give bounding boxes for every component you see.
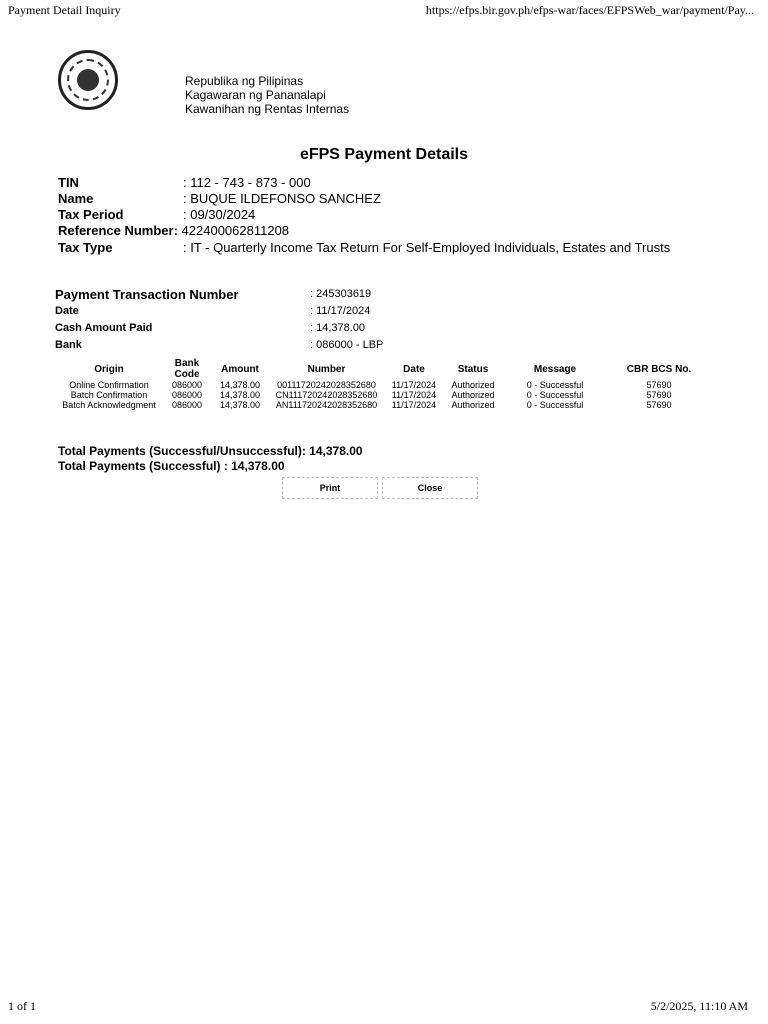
table-row	[55, 390, 710, 400]
name-value: : BUQUE ILDEFONSO SANCHEZ	[183, 191, 381, 206]
cell-status: Authorized	[451, 400, 495, 410]
tax-period-value: : 09/30/2024	[183, 207, 256, 222]
cell-amount: 14,378.00	[219, 390, 261, 400]
agency-header	[185, 74, 349, 116]
agency-line-department: Kagawaran ng Pananalapi	[185, 88, 326, 102]
action-buttons	[282, 477, 482, 501]
taxpayer-info	[58, 175, 698, 256]
cell-date: 11/17/2024	[391, 400, 437, 410]
tin-label: TIN	[58, 175, 79, 190]
table-row	[55, 400, 710, 410]
name-row	[58, 191, 698, 207]
cell-bank-code: 086000	[171, 400, 203, 410]
cell-date: 11/17/2024	[391, 380, 437, 390]
cell-origin: Online Confirmation	[69, 380, 149, 390]
col-origin: Origin	[94, 363, 124, 375]
cell-cbr: 57690	[646, 400, 672, 410]
page-title: eFPS Payment Details	[299, 146, 469, 163]
reference-number-row	[58, 223, 698, 239]
print-footer-datetime: 5/2/2025, 11:10 AM	[650, 999, 748, 1013]
transaction-number-label: Payment Transaction Number	[55, 287, 239, 302]
tax-type-row	[58, 240, 698, 256]
bank-row	[55, 337, 455, 354]
reference-number-label: Reference Number:	[58, 223, 178, 238]
cell-status: Authorized	[451, 380, 495, 390]
col-number: Number	[307, 363, 346, 375]
col-bank-code: Bank Code	[174, 358, 200, 380]
cell-number: 00111720242028352680	[277, 380, 376, 390]
cell-origin: Batch Acknowledgment	[62, 400, 156, 410]
cell-message: 0 - Successful	[526, 390, 584, 400]
cell-status: Authorized	[451, 390, 495, 400]
col-date: Date	[403, 363, 425, 375]
transaction-number-row	[55, 286, 455, 303]
print-header-url: https://efps.bir.gov.ph/efps-war/faces/EFPSWeb_war/payment/Pay...	[425, 3, 754, 17]
print-button[interactable]: Print	[282, 477, 378, 499]
cell-cbr: 57690	[646, 390, 672, 400]
col-cbr-bcs-no: CBR BCS No.	[626, 363, 692, 375]
cell-message: 0 - Successful	[526, 400, 584, 410]
total-payments-all: Total Payments (Successful/Unsuccessful): 14,378.00	[58, 444, 363, 458]
cell-date: 11/17/2024	[391, 390, 437, 400]
table-header-row	[55, 358, 710, 380]
cell-amount: 14,378.00	[219, 380, 261, 390]
print-header-title: Payment Detail Inquiry	[8, 3, 121, 17]
reference-number-value: 422400062811208	[177, 223, 290, 238]
tax-period-row	[58, 207, 698, 223]
cash-amount-row	[55, 320, 455, 337]
transaction-table	[55, 358, 710, 410]
totals	[58, 444, 363, 474]
payment-summary	[55, 286, 455, 354]
transaction-number-value: : 245303619	[310, 288, 372, 300]
cell-number: CN111720242028352680	[275, 390, 378, 400]
col-message: Message	[533, 363, 577, 375]
agency-line-bureau: Kawanihan ng Rentas Internas	[185, 102, 350, 116]
cell-message: 0 - Successful	[526, 380, 584, 390]
cell-bank-code: 086000	[171, 390, 203, 400]
cell-cbr: 57690	[646, 380, 672, 390]
name-label: Name	[58, 191, 94, 206]
bank-label: Bank	[55, 339, 82, 351]
tin-value: : 112 - 743 - 873 - 000	[183, 175, 311, 190]
table-row	[55, 380, 710, 390]
cell-number: AN111720242028352680	[275, 400, 378, 410]
cash-amount-value: : 14,378.00	[310, 322, 366, 334]
tax-type-label: Tax Type	[58, 240, 113, 255]
print-footer-page: 1 of 1	[8, 999, 36, 1013]
total-payments-successful: Total Payments (Successful) : 14,378.00	[58, 459, 285, 473]
payment-date-row	[55, 303, 455, 320]
cell-amount: 14,378.00	[219, 400, 261, 410]
col-amount: Amount	[221, 363, 259, 375]
tax-period-label: Tax Period	[58, 207, 124, 222]
cell-bank-code: 086000	[171, 380, 203, 390]
bank-value: : 086000 - LBP	[310, 339, 384, 351]
agency-line-republic: Republika ng Pilipinas	[185, 74, 304, 88]
cash-amount-label: Cash Amount Paid	[55, 322, 153, 334]
tin-row	[58, 175, 698, 191]
payment-date-label: Date	[55, 305, 79, 317]
col-status: Status	[457, 363, 489, 375]
close-button[interactable]: Close	[382, 477, 478, 499]
bir-seal-icon	[58, 50, 118, 110]
payment-date-value: : 11/17/2024	[310, 305, 371, 317]
cell-origin: Batch Confirmation	[70, 390, 148, 400]
tax-type-value: : IT - Quarterly Income Tax Return For Self-Employed Individuals, Estates and Trusts	[183, 240, 671, 255]
